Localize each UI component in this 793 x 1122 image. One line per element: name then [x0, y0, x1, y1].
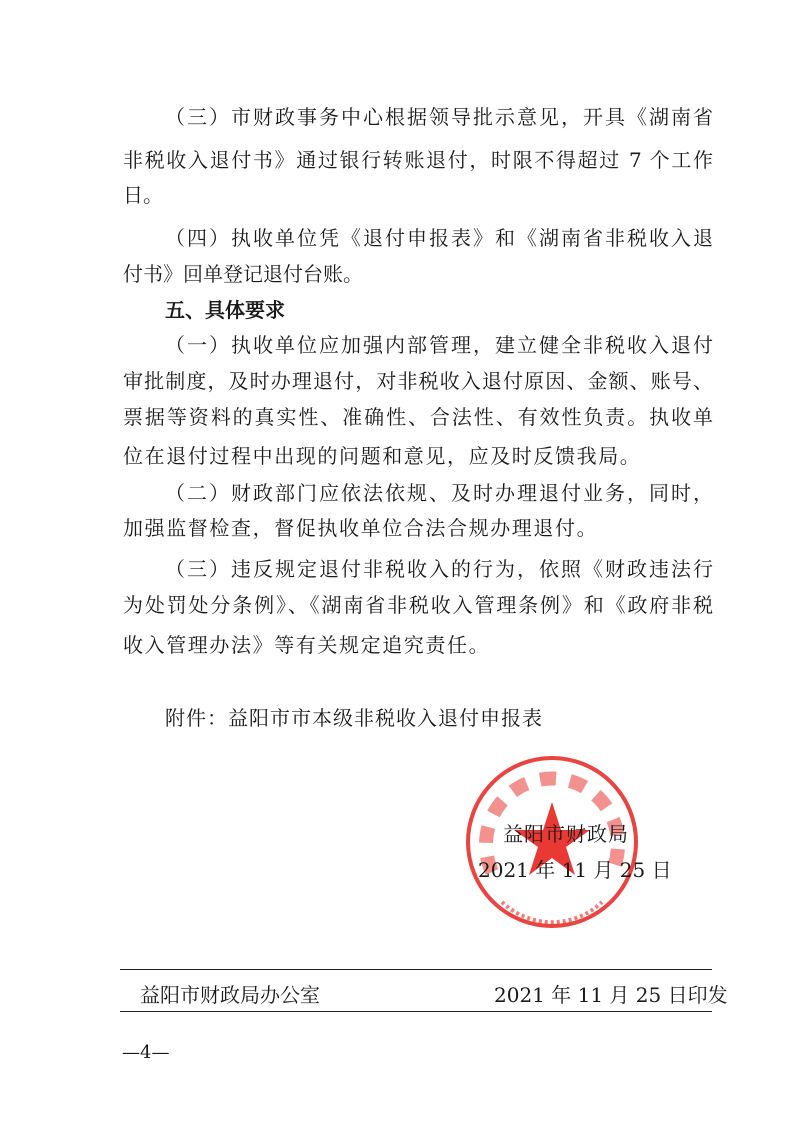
signature-date: 2021 年 11 月 25 日	[478, 858, 672, 882]
section-heading: 五、具体要求	[165, 298, 285, 322]
paragraph-line: 日。	[123, 183, 163, 207]
paragraph-line: 非税收入退付书》通过银行转账退付，时限不得超过 7 个工作	[123, 148, 713, 172]
paragraph-line: （二）财政部门应依法依规、及时办理退付业务，同时，	[165, 481, 713, 505]
footer-top-rule	[120, 969, 712, 970]
signature-org: 益阳市财政局	[503, 822, 629, 846]
paragraph-line: 审批制度，及时办理退付，对非税收入退付原因、金额、账号、	[123, 369, 713, 393]
footer-issue-date: 2021 年 11 月 25 日印发	[494, 983, 728, 1007]
paragraph-line: （三）违反规定退付非税收入的行为，依照《财政违法行	[165, 557, 713, 581]
paragraph-line: （一）执收单位应加强内部管理，建立健全非税收入退付	[165, 333, 713, 357]
footer-bottom-rule	[120, 1011, 712, 1012]
paragraph-line: 为处罚处分条例》、《湖南省非税收入管理条例》和《政府非税	[123, 593, 713, 617]
attachment-note: 附件：益阳市市本级非税收入退付申报表	[165, 706, 543, 730]
paragraph-line: 收入管理办法》等有关规定追究责任。	[123, 633, 491, 657]
paragraph-line: 票据等资料的真实性、准确性、合法性、有效性负责。执收单	[123, 405, 713, 429]
paragraph-line: （四）执收单位凭《退付申报表》和《湖南省非税收入退	[165, 226, 713, 250]
paragraph-line: 位在退付过程中出现的问题和意见，应及时反馈我局。	[123, 444, 642, 468]
footer-issuer: 益阳市财政局办公室	[140, 983, 320, 1007]
page-number: —4—	[122, 1042, 170, 1063]
paragraph-line: （三）市财政事务中心根据领导批示意见，开具《湖南省	[165, 105, 713, 129]
paragraph-line: 加强监督检查，督促执收单位合法合规办理退付。	[123, 516, 599, 540]
paragraph-line: 付书》回单登记退付台账。	[123, 262, 363, 286]
